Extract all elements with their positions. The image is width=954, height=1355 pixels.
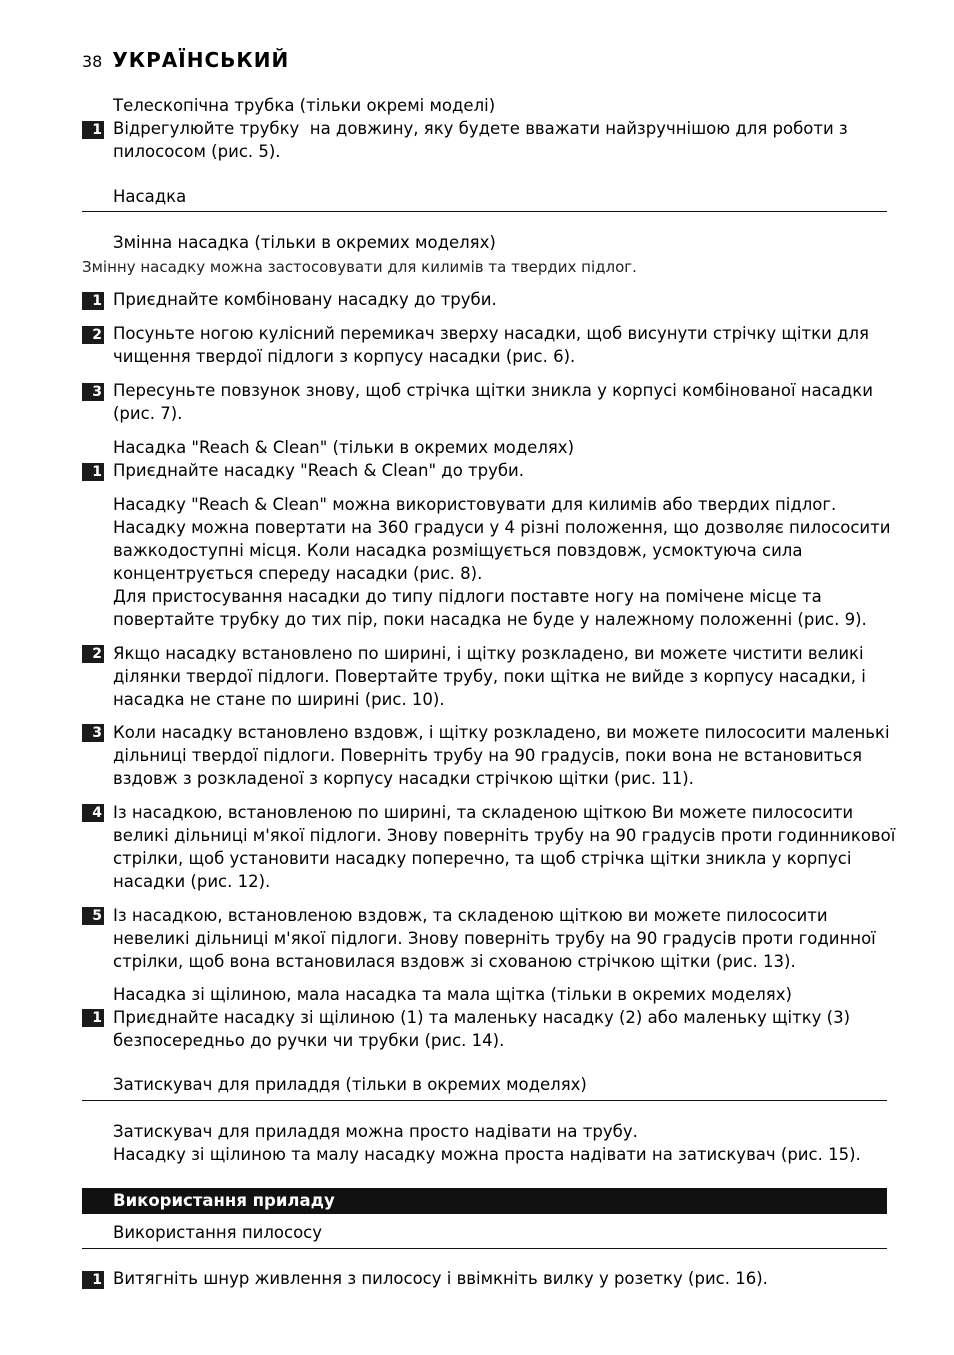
step-text: Із насадкою, встановленою по ширині, та складеною щіткою Ви можете пилососити xyxy=(113,803,854,822)
step-text: насадка не стане по ширині (рис. 10). xyxy=(113,690,445,709)
section-heading-using-vacuum: Використання пилососу xyxy=(113,1223,322,1242)
step-text: насадки (рис. 12). xyxy=(113,872,271,891)
note-text: Змінну насадку можна застосовувати для килимів та твердих підлог. xyxy=(82,258,637,276)
step-text: Приєднайте насадку зі щілиною (1) та маленьку насадку (2) або маленьку щітку (3) xyxy=(113,1008,851,1027)
step-text: дільниці твердої підлоги. Поверніть трубу на 90 градусів, поки вона не встановиться xyxy=(113,746,863,765)
step-number: 3 xyxy=(82,383,104,401)
step-text: Приєднайте комбіновану насадку до труби. xyxy=(113,290,497,309)
step-text: Із насадкою, встановленою вздовж, та складеною щіткою ви можете пилососити xyxy=(113,906,828,925)
step-text: Пересуньте повзунок знову, щоб стрічка щітки зникла у корпусі комбінованої насадки xyxy=(113,381,873,400)
step-number: 2 xyxy=(82,645,104,663)
section-banner-using-appliance: Використання приладу xyxy=(82,1188,887,1214)
paragraph-text: Затискувач для приладдя можна просто надівати на трубу. xyxy=(113,1122,638,1141)
step-text: Якщо насадку встановлено по ширині, і щітку розкладено, ви можете чистити великі xyxy=(113,644,864,663)
paragraph-text: повертайте трубку до тих пір, поки насадка не буде у належному положенні (рис. 9). xyxy=(113,610,867,629)
section-heading-nozzle: Насадка xyxy=(113,187,187,206)
step-text: стрілки, щоб установити насадку поперечно, та щоб стрічка щітки зникла у корпусі xyxy=(113,849,852,868)
step-number: 2 xyxy=(82,326,104,344)
page-header xyxy=(82,48,289,72)
subheading-crevice-tool: Насадка зі щілиною, мала насадка та мала щітка (тільки в окремих моделях) xyxy=(113,985,792,1004)
step-text: пилососом (рис. 5). xyxy=(113,142,281,161)
section-rule xyxy=(82,1100,887,1101)
paragraph-text: концентрується спереду насадки (рис. 8). xyxy=(113,564,483,583)
step-text: Витягніть шнур живлення з пилососу і ввімкніть вилку у розетку (рис. 16). xyxy=(113,1269,768,1288)
step-text: безпосередньо до ручки чи трубки (рис. 14). xyxy=(113,1031,505,1050)
paragraph-text: Насадку зі щілиною та малу насадку можна проста надівати на затискувач (рис. 15). xyxy=(113,1145,861,1164)
section-heading-accessory-clip: Затискувач для приладдя (тільки в окремих моделях) xyxy=(113,1075,587,1094)
step-text: Відрегулюйте трубку на довжину, яку будете вважати найзручнішою для роботи з xyxy=(113,119,848,138)
step-text: (рис. 7). xyxy=(113,404,183,423)
step-text: невеликі дільниці м'якої підлоги. Знову поверніть трубу на 90 градусів проти годинної xyxy=(113,929,876,948)
step-number: 1 xyxy=(82,1009,104,1027)
step-text: стрілки, щоб вона встановилася вздовж зі схованою стрічкою щітки (рис. 13). xyxy=(113,952,796,971)
step-number: 1 xyxy=(82,1271,104,1289)
section-rule xyxy=(82,1248,887,1249)
step-text: чищення твердої підлоги з корпусу насадки (рис. 6). xyxy=(113,347,576,366)
paragraph-text: Насадку "Reach & Clean" можна використовувати для килимів або твердих підлог. xyxy=(113,495,837,514)
subheading-changeable-nozzle: Змінна насадка (тільки в окремих моделях) xyxy=(113,233,496,252)
subheading-reach-clean: Насадка "Reach & Clean" (тільки в окремих моделях) xyxy=(113,438,575,457)
step-number: 1 xyxy=(82,463,104,481)
step-text: Посуньте ногою кулісний перемикач зверху насадки, щоб висунути стрічку щітки для xyxy=(113,324,869,343)
step-number: 4 xyxy=(82,804,104,822)
step-text: Коли насадку встановлено вздовж, і щітку розкладено, ви можете пилососити маленькі xyxy=(113,723,890,742)
step-text: великі дільниці м'якої підлоги. Знову поверніть трубу на 90 градусів проти годинникової xyxy=(113,826,896,845)
step-number: 3 xyxy=(82,724,104,742)
subheading-telescopic-tube: Телескопічна трубка (тільки окремі моделі) xyxy=(113,96,496,115)
page-number: 38 xyxy=(82,52,103,71)
paragraph-text: Насадку можна повертати на 360 градуси у 4 різні положення, що дозволяє пилососити xyxy=(113,518,891,537)
section-rule xyxy=(82,211,887,212)
paragraph-text: Для пристосування насадки до типу підлоги поставте ногу на помічене місце та xyxy=(113,587,822,606)
paragraph-text: важкодоступні місця. Коли насадка розміщується повздовж, усмоктуюча сила xyxy=(113,541,803,560)
step-text: Приєднайте насадку "Reach & Clean" до труби. xyxy=(113,461,525,480)
language-title: УКРАЇНСЬКИЙ xyxy=(112,48,290,72)
step-number: 1 xyxy=(82,121,104,139)
step-text: ділянки твердої підлоги. Повертайте трубу, поки щітка не вийде з корпусу насадки, і xyxy=(113,667,866,686)
step-text: вздовж з розкладеної з корпусу насадки стрічкою щітки (рис. 11). xyxy=(113,769,694,788)
step-number: 1 xyxy=(82,292,104,310)
step-number: 5 xyxy=(82,907,104,925)
